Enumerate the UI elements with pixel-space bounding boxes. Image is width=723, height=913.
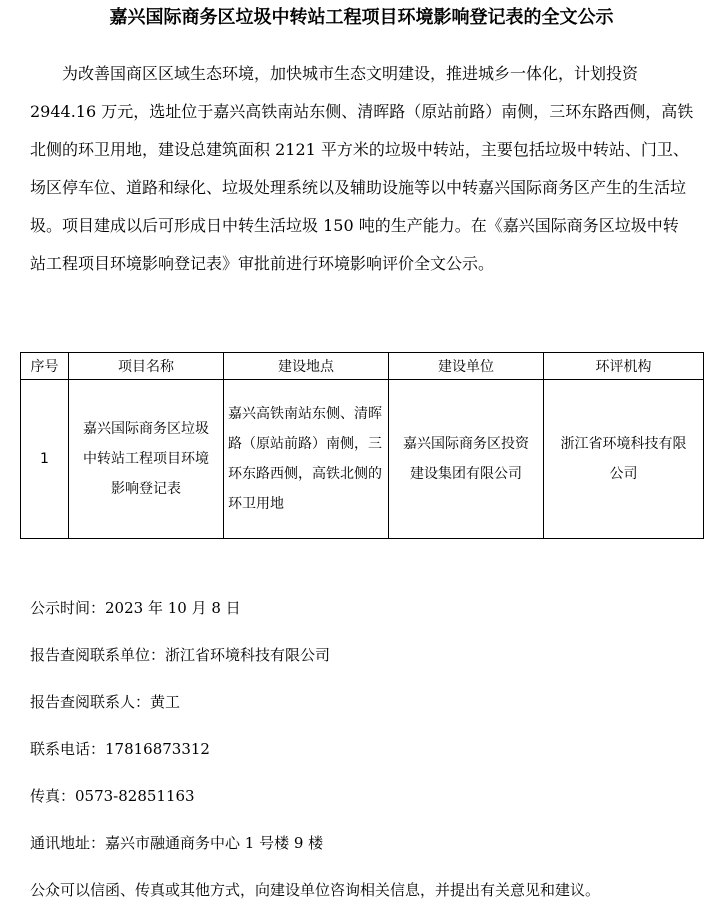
project-info-table	[20, 352, 704, 539]
header-agency: 环评机构	[544, 353, 704, 380]
public-notice: 公众可以信函、传真或其他方式，向建设单位咨询相关信息，并提出有关意见和建议。	[30, 881, 601, 899]
table-row	[21, 380, 704, 539]
contact-phone: 联系电话：17816873312	[30, 740, 210, 758]
cell-no: 1	[21, 380, 69, 539]
contact-person: 报告查阅联系人：黄工	[30, 693, 181, 711]
cell-project-name: 嘉兴国际商务区垃圾中转站工程项目环境影响登记表	[69, 380, 224, 539]
cell-builder: 嘉兴国际商务区投资建设集团有限公司	[389, 380, 544, 539]
header-no: 序号	[21, 353, 69, 380]
contact-unit: 报告查阅联系单位：浙江省环境科技有限公司	[30, 646, 331, 664]
table-header-row	[21, 353, 704, 380]
header-project-name: 项目名称	[69, 353, 224, 380]
cell-agency: 浙江省环境科技有限公司	[544, 380, 704, 539]
header-location: 建设地点	[224, 353, 389, 380]
contact-fax: 传真：0573-82851163	[30, 787, 195, 805]
publish-date: 公示时间：2023 年 10 月 8 日	[30, 599, 241, 617]
contact-address: 通讯地址：嘉兴市融通商务中心 1 号楼 9 楼	[30, 834, 324, 852]
cell-location: 嘉兴高铁南站东侧、清晖路（原站前路）南侧，三环东路西侧，高铁北侧的环卫用地	[224, 380, 389, 539]
header-builder: 建设单位	[389, 353, 544, 380]
page-title: 嘉兴国际商务区垃圾中转站工程项目环境影响登记表的全文公示	[109, 7, 614, 28]
intro-paragraph: 为改善国商区区域生态环境，加快城市生态文明建设，推进城乡一体化，计划投资 2944.16 万元，选址位于嘉兴高铁南站东侧、清晖路（原站前路）南侧，三环东路西侧，高铁北侧的环卫用地，建设总建筑面积 2121 平方米的垃圾中转站，主要包括垃圾中转站、门卫、场区停车位、道路和绿化、垃圾处理系统以及辅助设施等以中转嘉兴国际商务区产生的生活垃圾。项目建成以后可形成日中转生活垃圾 150 吨的生产能力。在《嘉兴国际商务区垃圾中转站工程项目环境影响登记表》审批前进行环境影响评价全文公示。	[30, 64, 694, 273]
